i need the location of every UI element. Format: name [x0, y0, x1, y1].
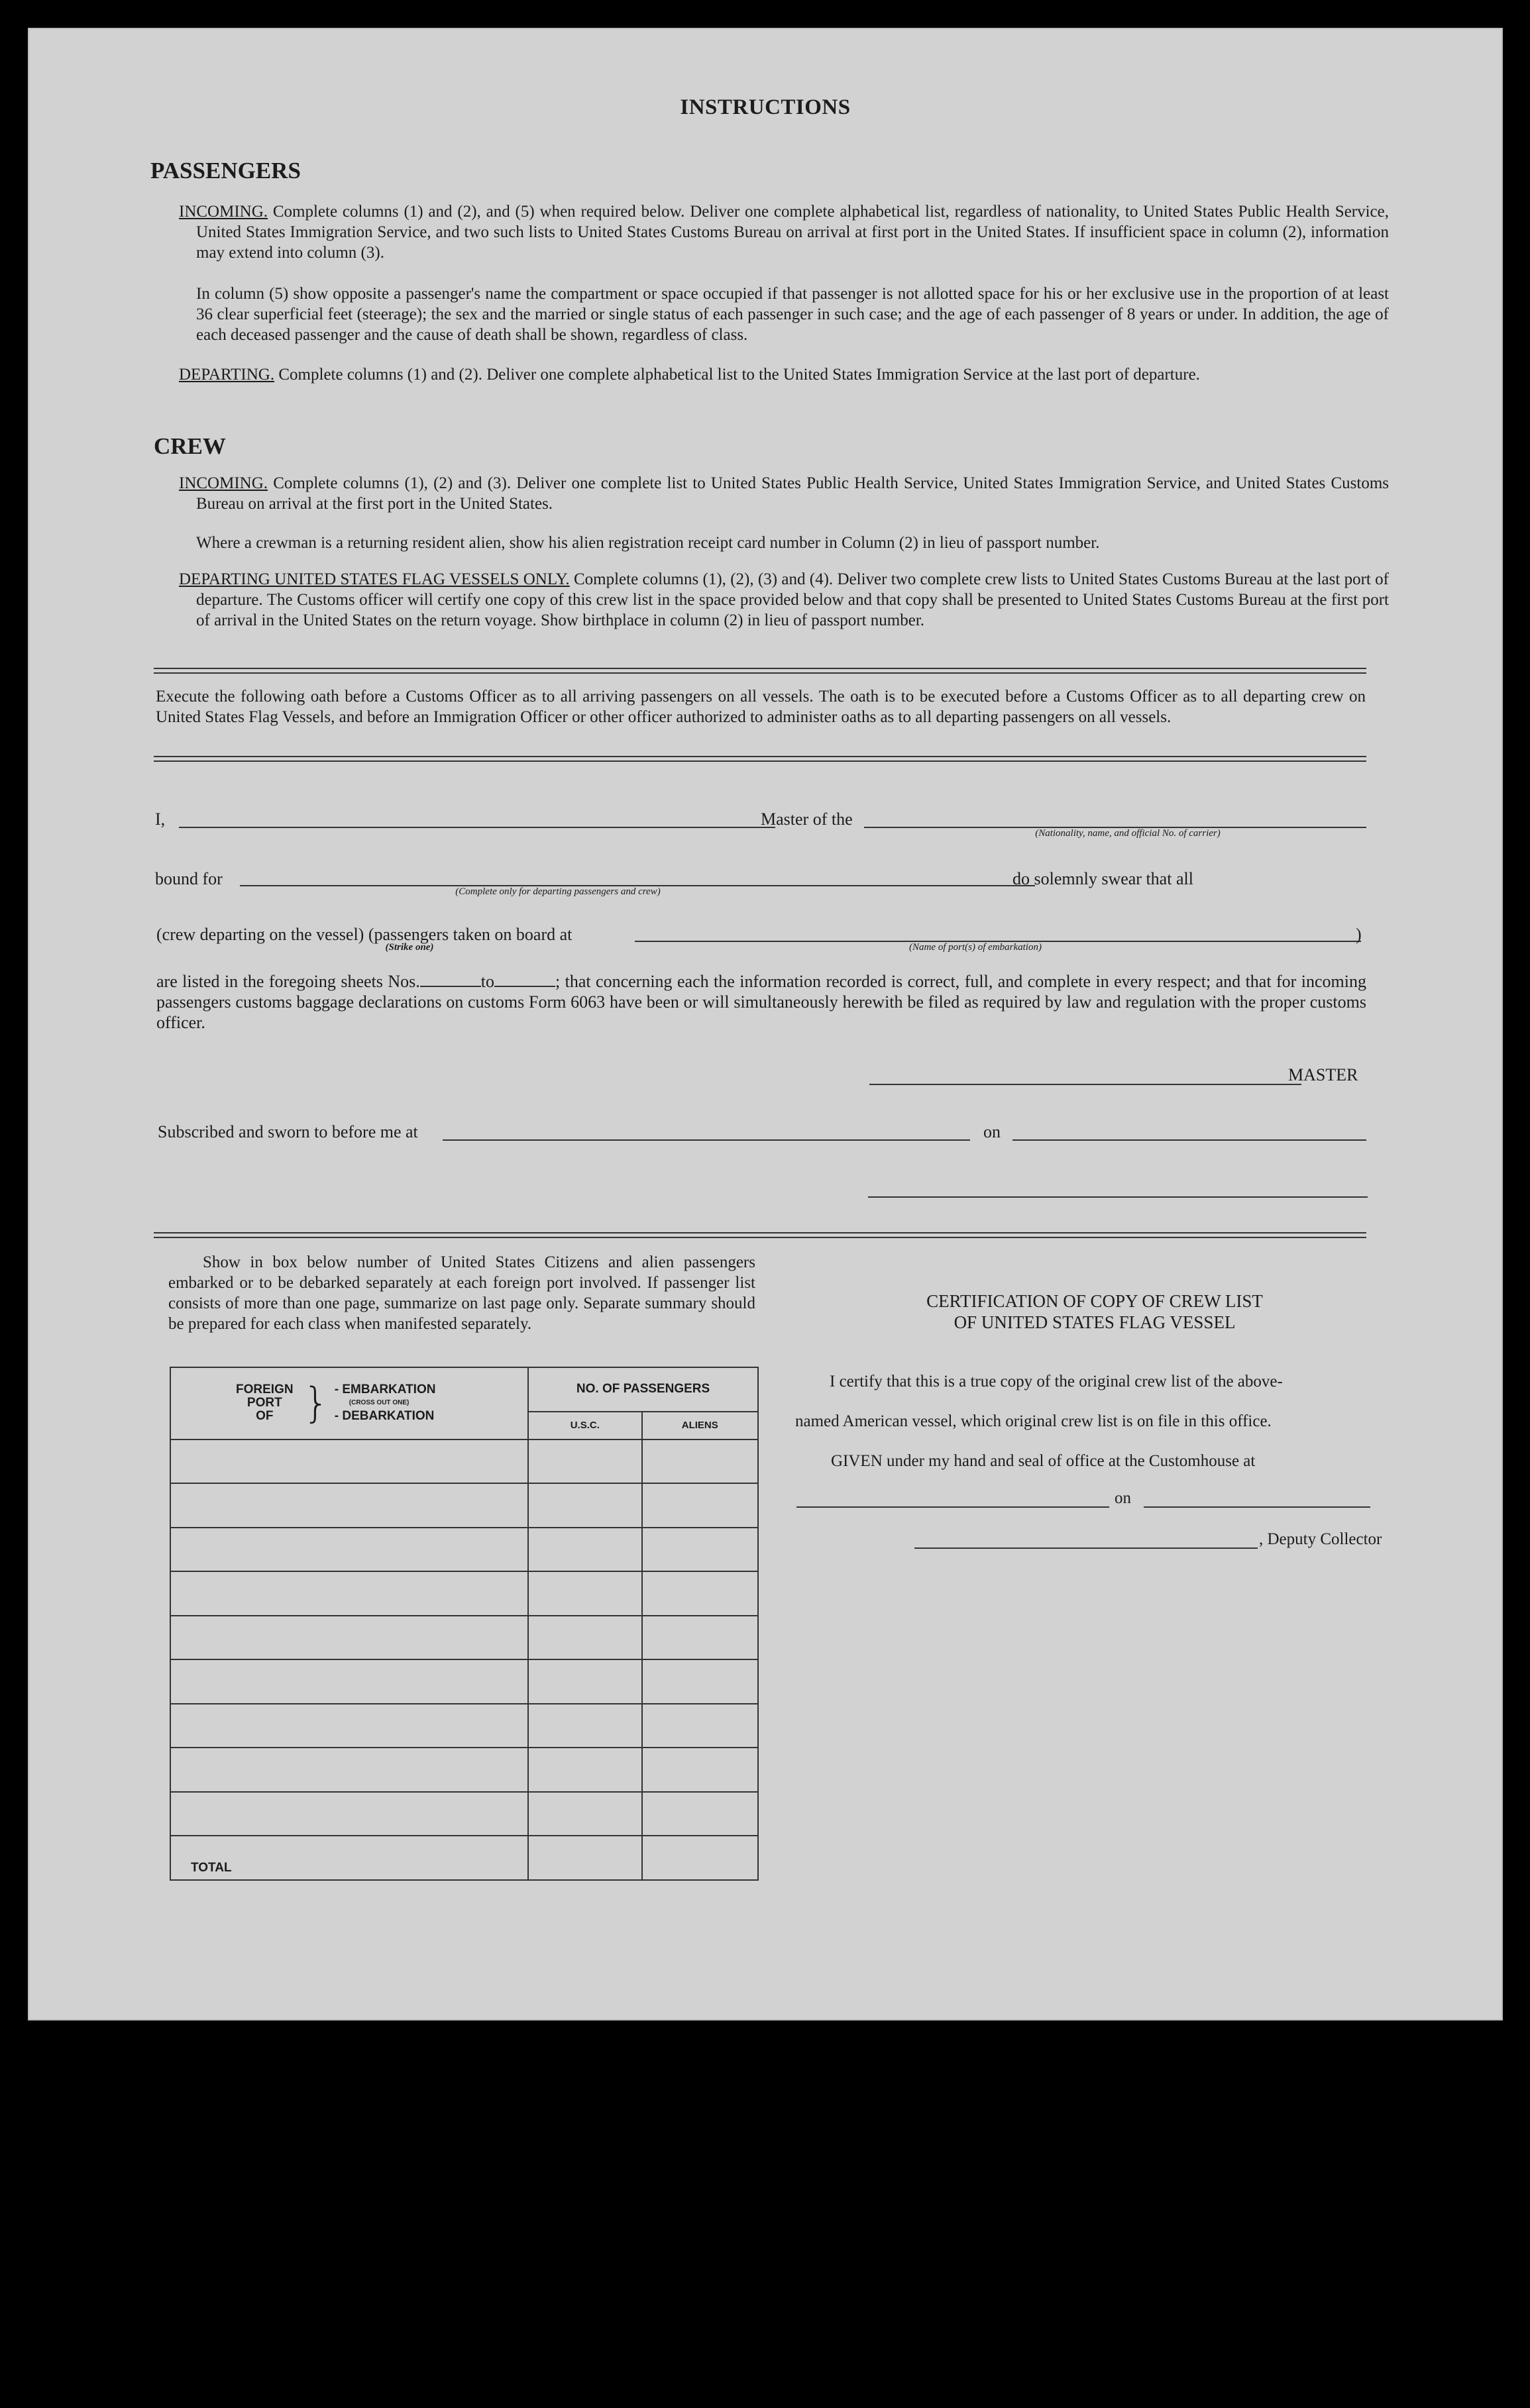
sheet-to-field[interactable]: [494, 986, 555, 987]
master-of-the-label: Master of the: [761, 810, 853, 829]
subscribed-label: Subscribed and sworn to before me at: [158, 1122, 418, 1141]
name-field[interactable]: [179, 827, 775, 828]
usc-cell[interactable]: [528, 1704, 641, 1748]
aliens-cell[interactable]: [642, 1483, 758, 1528]
table-row: [170, 1483, 758, 1528]
table-row: [170, 1704, 758, 1748]
divider: [154, 672, 1366, 674]
total-row: [170, 1836, 758, 1880]
of-label: OF: [256, 1409, 274, 1424]
port-cell[interactable]: [170, 1748, 528, 1792]
divider: [154, 1232, 1366, 1233]
port-cell[interactable]: [170, 1528, 528, 1572]
no-passengers-header: NO. OF PASSENGERS: [528, 1367, 758, 1412]
embarkation-label: - EMBARKATION: [334, 1383, 436, 1397]
deputy-signature-field[interactable]: [914, 1547, 1258, 1549]
aliens-cell[interactable]: [642, 1528, 758, 1572]
usc-cell[interactable]: [528, 1748, 641, 1792]
oath-instruction: [156, 686, 1366, 727]
crew-incoming-text: Complete columns (1), (2) and (3). Deliver one complete list to United States Public Health Service, United States Immigration Service, and United States Customs Bureau on arrival at the first port in the United States.: [196, 474, 1389, 513]
certification-heading-line2: OF UNITED STATES FLAG VESSEL: [954, 1312, 1236, 1332]
carrier-note: (Nationality, name, and official No. of carrier): [1035, 828, 1221, 839]
table-row: [170, 1792, 758, 1836]
bound-for-label: bound for: [155, 869, 223, 888]
passengers-incoming-text: Complete columns (1) and (2), and (5) when required below. Deliver one complete alphabetical list, regardless of nationality, to United States Public Health Service, United States Immigration Service, and two such lists to United States Customs Bureau on arrival at first port in the United States. If insufficient space in column (2), information may extend into column (3).: [196, 203, 1389, 262]
customhouse-field[interactable]: [796, 1506, 1109, 1508]
usc-cell[interactable]: [528, 1571, 641, 1616]
crew-departing-label: DEPARTING UNITED STATES FLAG VESSELS ONLY.: [179, 570, 570, 588]
usc-cell[interactable]: [528, 1483, 641, 1528]
listed-text-b: ; that concerning each the information recorded is correct, full, and complete in every respect; and that for incoming passengers customs baggage declarations on customs Form 6063 have been or will simultaneously herewith be filed as required by law and regulation with the proper customs officer.: [156, 972, 1366, 1032]
certification-date-field[interactable]: [1144, 1506, 1370, 1508]
strike-one-note: (Strike one): [385, 942, 434, 953]
master-label: MASTER: [1288, 1065, 1358, 1084]
listed-paragraph: [156, 971, 1366, 1033]
crew-incoming: [179, 473, 1389, 514]
close-paren: ): [1356, 925, 1362, 944]
port-cell[interactable]: [170, 1659, 528, 1704]
usc-cell[interactable]: [528, 1659, 641, 1704]
port-cell[interactable]: [170, 1440, 528, 1484]
usc-cell[interactable]: [528, 1440, 641, 1484]
usc-cell[interactable]: [528, 1792, 641, 1836]
certification-line3: GIVEN under my hand and seal of office at the Customhouse at: [831, 1452, 1256, 1470]
sworn-place-field[interactable]: [443, 1139, 970, 1141]
port-header-cell: [170, 1367, 528, 1440]
passengers-column5: [196, 284, 1389, 345]
swear-text: do solemnly swear that all: [1012, 869, 1193, 888]
bound-for-note: (Complete only for departing passengers and crew): [455, 886, 661, 897]
passengers-column5-text: In column (5) show opposite a passenger's name the compartment or space occupied if that passenger is not allotted space for his or her exclusive use in the proportion of at least 36 clear superficial feet (steerage); the sex and the married or single status of each passenger in such case; and the age of each passenger of 8 years or under. In addition, the age of each deceased passenger and the cause of death shall be shown, regardless of class.: [196, 285, 1389, 344]
table-row: [170, 1528, 758, 1572]
table-row: [170, 1616, 758, 1660]
port-cell[interactable]: [170, 1704, 528, 1748]
crew-alien-text: Where a crewman is a returning resident alien, show his alien registration receipt card number in Column (2) in lieu of passport number.: [196, 534, 1100, 552]
passengers-incoming-label: INCOMING.: [179, 203, 268, 221]
listed-text-a: are listed in the foregoing sheets Nos.: [156, 972, 420, 991]
passenger-summary-table: [170, 1367, 759, 1881]
certification-line1: I certify that this is a true copy of the original crew list of the above-: [830, 1373, 1283, 1390]
divider: [154, 1237, 1366, 1238]
crew-heading: CREW: [154, 433, 226, 459]
total-label: TOTAL: [170, 1836, 528, 1880]
passengers-departing: [179, 364, 1389, 385]
i-label: I,: [155, 810, 166, 829]
aliens-header: ALIENS: [642, 1412, 758, 1440]
certification-heading-line1: CERTIFICATION OF COPY OF CREW LIST: [926, 1291, 1263, 1311]
aliens-cell[interactable]: [642, 1659, 758, 1704]
oath-instruction-text: Execute the following oath before a Customs Officer as to all arriving passengers on all vessels. The oath is to be executed before a Customs Officer as to all departing crew on United States Flag Vessels, and before an Immigration Officer or other officer authorized to administer oaths as to all departing passengers on all vessels.: [156, 688, 1366, 726]
divider: [154, 756, 1366, 757]
table-row: [170, 1748, 758, 1792]
listed-to: to: [480, 972, 494, 991]
crew-incoming-label: INCOMING.: [179, 474, 268, 492]
port-cell[interactable]: [170, 1792, 528, 1836]
foreign-label: FOREIGN: [236, 1383, 294, 1397]
port-cell[interactable]: [170, 1483, 528, 1528]
port-note: (Name of port(s) of embarkation): [909, 942, 1042, 953]
total-aliens-cell[interactable]: [642, 1836, 758, 1880]
passengers-incoming: [179, 201, 1389, 263]
certification-line2: named American vessel, which original crew list is on file in this office.: [795, 1412, 1272, 1430]
summary-instruction: [168, 1252, 755, 1334]
summary-instruction-text: Show in box below number of United States Citizens and alien passengers embarked or to be debarked separately at each foreign port involved. If passenger list consists of more than one page, summarize on last page only. Separate summary should be prepared for each class when manifested separately.: [168, 1253, 755, 1333]
cross-out-note: (CROSS OUT ONE): [349, 1399, 410, 1407]
usc-cell[interactable]: [528, 1528, 641, 1572]
officer-signature-field[interactable]: [868, 1196, 1368, 1198]
passengers-departing-label: DEPARTING.: [179, 366, 275, 384]
total-usc-cell[interactable]: [528, 1836, 641, 1880]
passengers-heading: PASSENGERS: [150, 158, 301, 183]
aliens-cell[interactable]: [642, 1704, 758, 1748]
port-label: PORT: [246, 1396, 282, 1410]
sheet-from-field[interactable]: [420, 986, 481, 987]
passengers-departing-text: Complete columns (1) and (2). Deliver one complete alphabetical list to the United States Immigration Service at the last port of departure.: [274, 366, 1200, 384]
port-cell[interactable]: [170, 1571, 528, 1616]
deputy-collector-label: , Deputy Collector: [1259, 1530, 1382, 1548]
aliens-cell[interactable]: [642, 1748, 758, 1792]
usc-header: U.S.C.: [528, 1412, 641, 1440]
page-title: INSTRUCTIONS: [680, 95, 851, 119]
certification-heading: [796, 1290, 1393, 1333]
crew-departing-text: Complete columns (1), (2), (3) and (4). Deliver two complete crew lists to United States Customs Bureau at the last port of departure. The Customs officer will certify one copy of this crew list in the space provided below and that copy shall be presented to United States Customs Bureau at the first port of arrival in the United States on the return voyage. Show birthplace in column (2) in lieu of passport number.: [196, 570, 1389, 629]
certification-on-label: on: [1115, 1489, 1131, 1507]
table-row: [170, 1440, 758, 1484]
usc-cell[interactable]: [528, 1616, 641, 1660]
debarkation-label: - DEBARKATION: [334, 1409, 435, 1424]
master-signature-field[interactable]: [869, 1084, 1301, 1085]
aliens-cell[interactable]: [642, 1440, 758, 1484]
divider: [154, 760, 1366, 762]
table-row: [170, 1571, 758, 1616]
table-row: [170, 1659, 758, 1704]
crew-departing-text: (crew departing on the vessel) (passengers taken on board at: [156, 925, 573, 944]
aliens-cell[interactable]: [642, 1792, 758, 1836]
crew-alien: [196, 533, 1389, 553]
brace-icon: }: [303, 1379, 329, 1428]
document-page: [28, 28, 1503, 2020]
sworn-date-field[interactable]: [1012, 1139, 1366, 1141]
aliens-cell[interactable]: [642, 1571, 758, 1616]
port-cell[interactable]: [170, 1616, 528, 1660]
sworn-on-label: on: [983, 1122, 1001, 1141]
divider: [154, 668, 1366, 669]
crew-departing: [179, 569, 1389, 631]
aliens-cell[interactable]: [642, 1616, 758, 1660]
